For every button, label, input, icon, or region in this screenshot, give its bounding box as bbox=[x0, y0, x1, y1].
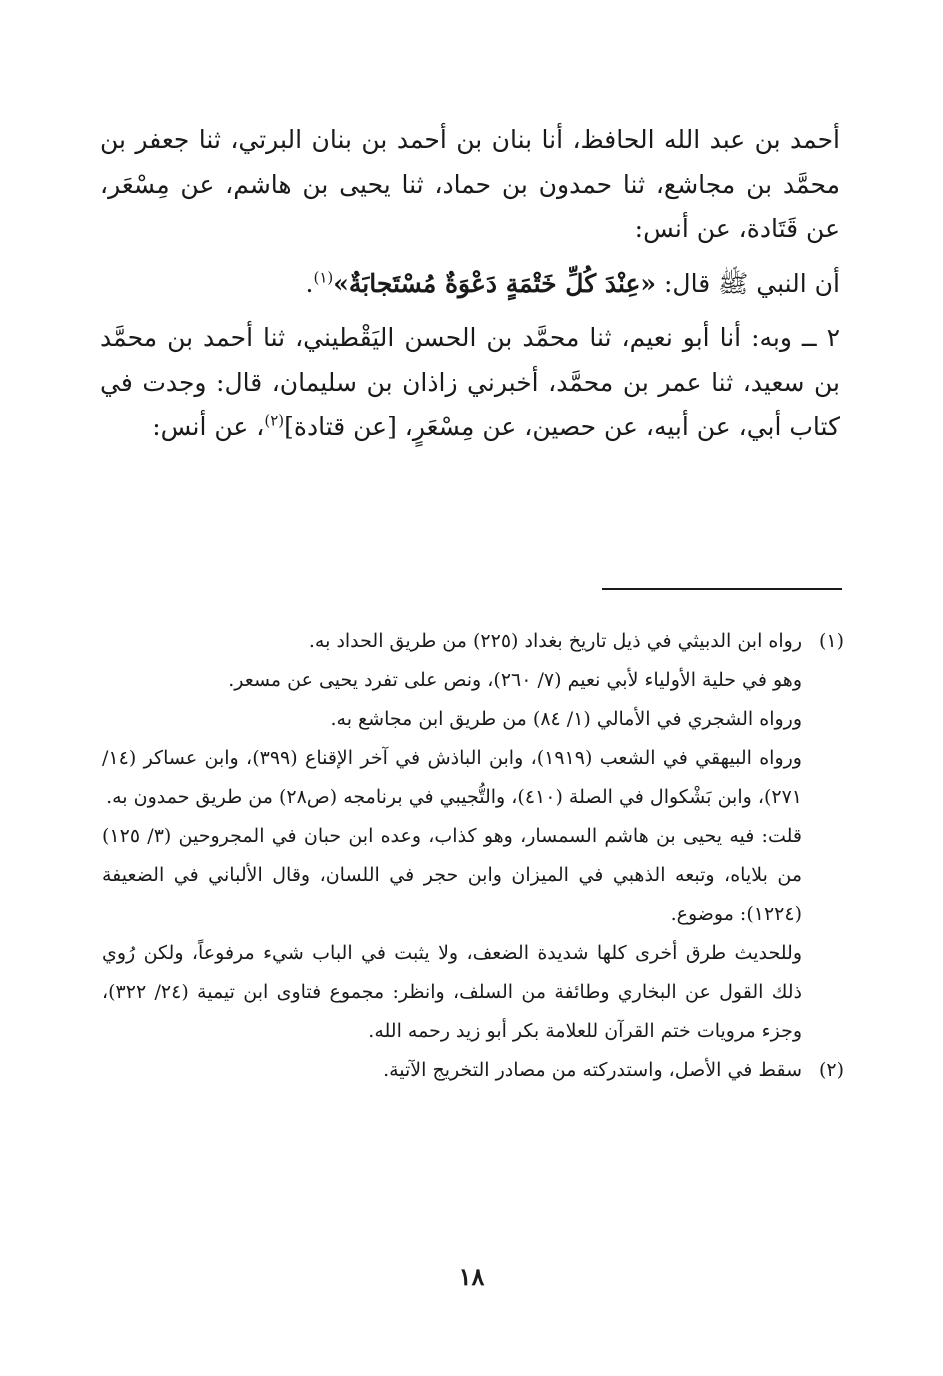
footnote-ref-2[interactable]: (٢) bbox=[264, 411, 285, 430]
hadith-line bbox=[100, 262, 840, 307]
footnote-2 bbox=[102, 1051, 844, 1090]
main-text bbox=[100, 118, 840, 450]
hadith-end: . bbox=[305, 268, 314, 298]
paragraph-isnad-2-text: ٢ ــ وبه: أنا أبو نعيم، ثنا محمَّد بن الحسن اليَقْطيني، ثنا أحمد بن محمَّد بن سعيد، ثنا عمر بن محمَّد، أخبرني زاذان بن سليمان، قال: وجدت في كتاب أبي، عن أبيه، عن حصين، عن مِسْعَرٍ، [عن قتادة] bbox=[100, 323, 840, 441]
footnote-1-line: ورواه الشجري في الأمالي (١/ ٨٤) من طريق ابن مجاشع به. bbox=[330, 708, 802, 730]
footnote-2-text: سقط في الأصل، واستدركته من مصادر التخريج الآتية. bbox=[383, 1059, 802, 1081]
footnote-2-number: (٢) bbox=[818, 1059, 844, 1081]
footnote-1-number: (١) bbox=[818, 630, 844, 652]
footnote-1-line: ورواه البيهقي في الشعب (١٩١٩)، وابن الباذش في آخر الإقناع (٣٩٩)، وابن عساكر (١٤/ ٢٧١)، وابن بَشْكوال في الصلة (٤١٠)، والتُّجيبي في برنامجه (ص٢٨) من طريق حمدون به. bbox=[102, 747, 802, 808]
footnotes bbox=[102, 622, 844, 1090]
footnote-separator bbox=[602, 588, 842, 590]
footnote-1-line: وللحديث طرق أخرى كلها شديدة الضعف، ولا يثبت في الباب شيء مرفوعاً، ولكن رُوي ذلك القول عن البخاري وطائفة من السلف، وانظر: مجموع فتاوى ابن تيمية (٢٤/ ٣٢٢)، وجزء مرويات ختم القرآن للعلامة بكر أبو زيد رحمه الله. bbox=[102, 942, 802, 1042]
page-number: ١٨ bbox=[458, 1262, 485, 1291]
paragraph-isnad-2-end: ، عن أنس: bbox=[152, 412, 265, 441]
hadith-quote: «عِنْدَ كُلِّ خَتْمَةٍ دَعْوَةٌ مُسْتَجابَةٌ» bbox=[333, 268, 657, 298]
footnote-1-line: وهو في حلية الأولياء لأبي نعيم (٧/ ٢٦٠)، ونص على تفرد يحيى عن مسعر. bbox=[228, 669, 802, 691]
footnote-1 bbox=[102, 622, 844, 1051]
footnote-ref-1[interactable]: (١) bbox=[313, 268, 334, 287]
footnote-1-line: رواه ابن الدبيثي في ذيل تاريخ بغداد (٢٢٥) من طريق الحداد به. bbox=[308, 630, 802, 652]
footnote-1-line: قلت: فيه يحيى بن هاشم السمسار، وهو كذاب، وعده ابن حبان في المجروحين (٣/ ١٢٥) من بلاياه، وتبعه الذهبي في الميزان وابن حجر في اللسان، وقال الألباني في الضعيفة (١٢٢٤): موضوع. bbox=[102, 825, 802, 925]
hadith-intro: أن النبي ﷺ قال: bbox=[664, 268, 840, 298]
paragraph-isnad-2 bbox=[100, 316, 840, 450]
paragraph-isnad-1: أحمد بن عبد الله الحافظ، أنا بنان بن أحمد بن بنان البرتي، ثنا جعفر بن محمَّد بن مجاشع، ثنا حمدون بن حماد، ثنا يحيى بن هاشم، عن مِسْعَر، عن قَتَادة، عن أنس: bbox=[100, 125, 840, 243]
